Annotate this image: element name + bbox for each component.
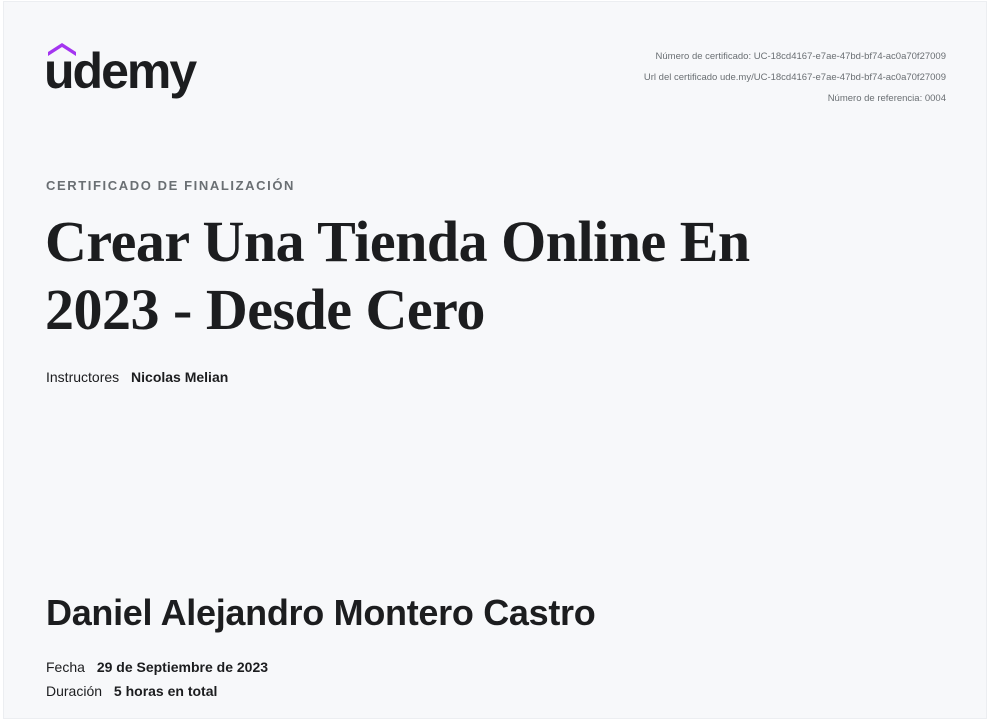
certificate-number-value: UC-18cd4167-e7ae-47bd-bf74-ac0a70f27009 [753,51,946,62]
duration-row [46,679,268,703]
certificate-eyebrow: CERTIFICADO DE FINALIZACIÓN [46,178,296,193]
certificate-reference-label: Número de referencia: [827,93,923,104]
certificate-reference [644,88,946,109]
certificate [3,1,987,719]
logo-wordmark: udemy [44,43,196,99]
date-label: Fecha [46,659,85,675]
duration-value: 5 horas en total [113,683,218,699]
certificate-url [644,67,946,88]
course-title-line2: 2023 - Desde Cero [45,277,485,342]
instructor-name: Nicolas Melian [131,369,229,385]
student-name: Daniel Alejandro Montero Castro [46,592,596,633]
certificate-reference-value: 0004 [924,93,946,104]
date-row [46,655,268,679]
instructors [46,369,228,385]
certificate-url-label: Url del certificado [643,72,718,83]
duration-label: Duración [46,683,103,699]
course-title [45,208,905,344]
course-title-line1: Crear Una Tienda Online En [45,209,750,274]
udemy-logo [44,42,214,106]
instructors-label: Instructores [46,369,120,385]
certificate-number [644,46,946,67]
certificate-url-value[interactable]: ude.my/UC-18cd4167-e7ae-47bd-bf74-ac0a70f27009 [719,72,946,83]
certificate-meta [644,46,946,109]
date-value: 29 de Septiembre de 2023 [96,659,269,675]
certificate-details [46,655,268,703]
certificate-number-label: Número de certificado: [655,51,752,62]
